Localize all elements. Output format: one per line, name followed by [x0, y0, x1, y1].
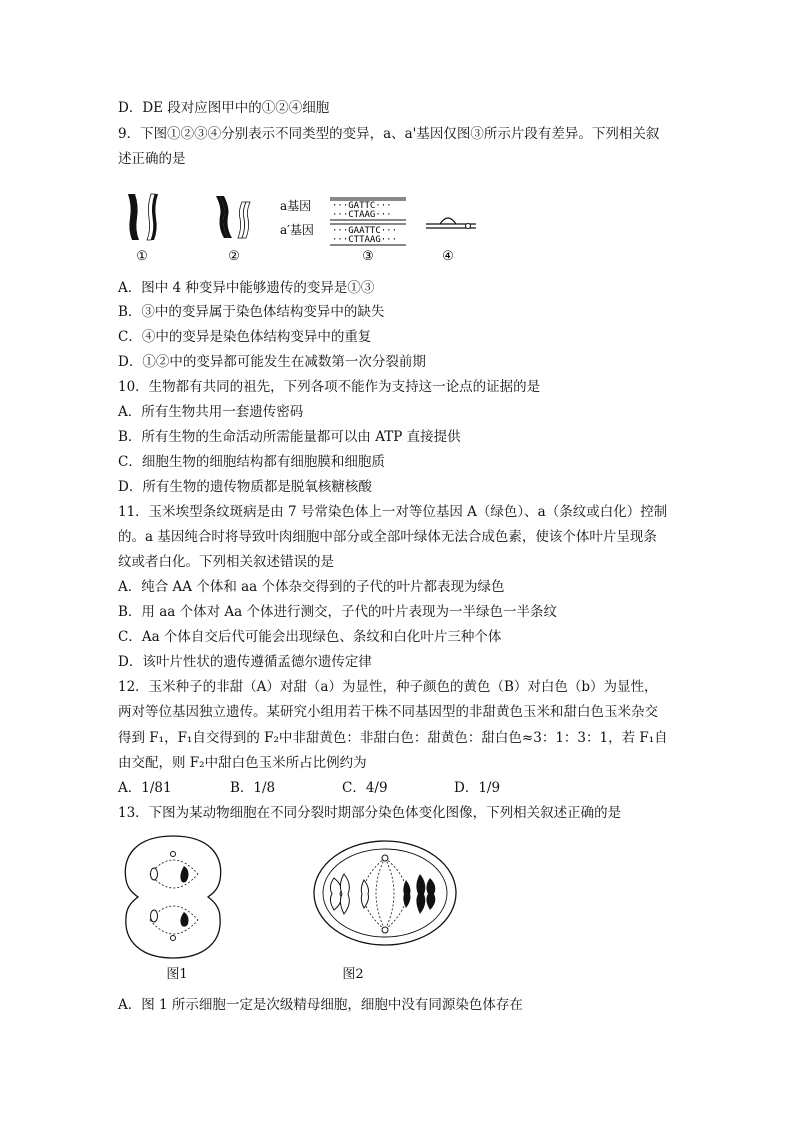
q12-options — [118, 779, 566, 797]
q13-option-a: A．图 1 所示细胞一定是次级精母细胞，细胞中没有同源染色体存在 — [118, 997, 523, 1013]
gene-a-prime-bottom-strand: ···CTTAAG··· — [332, 235, 398, 245]
q12-stem-3: 得到 F₁，F₁自交得到的 F₂中非甜黄色：非甜白色：甜黄色：甜白色≈3：1：3：1，若 F₁自 — [118, 730, 668, 746]
q11-option-c: C．Aa 个体自交后代可能会出现绿色、条纹和白化叶片三种个体 — [118, 629, 502, 645]
q10-option-d: D．所有生物的遗传物质都是脱氧核糖核酸 — [118, 479, 372, 495]
q12-stem-2: 两对等位基因独立遗传。某研究小组用若干株不同基因型的非甜黄色玉米和甜白色玉米杂交 — [118, 704, 658, 720]
q11-stem-1: 11．玉米埃型条纹斑病是由 7 号常染色体上一对等位基因 A（绿色）、a（条纹或白化）控制 — [118, 504, 668, 520]
q8-option-d: D．DE 段对应图甲中的①②④细胞 — [118, 100, 330, 116]
q9-option-b: B．③中的变异属于染色体结构变异中的缺失 — [118, 304, 385, 320]
fig9-label-2: ② — [228, 249, 240, 264]
gene-a-prime-top-strand: ···GAATTC··· — [332, 226, 398, 236]
q10-option-b: B．所有生物的生命活动所需能量都可以由 ATP 直接提供 — [118, 429, 461, 445]
q11-stem-2: 的。a 基因纯合时将导致叶肉细胞中部分或全部叶绿体无法合成色素，使该个体叶片呈现条 — [118, 529, 657, 545]
chromosome-pair-2 — [216, 196, 250, 238]
q13-figure-2 — [312, 838, 458, 948]
gene-a-bottom-strand: ···CTAAG··· — [332, 210, 392, 220]
q9-variation-figure — [118, 188, 498, 266]
q12-stem-1: 12．玉米种子的非甜（A）对甜（a）为显性，种子颜色的黄色（B）对白色（b）为显性， — [118, 679, 658, 695]
gene-a-label: a基因 — [280, 199, 312, 213]
q13-stem: 13．下图为某动物细胞在不同分裂时期部分染色体变化图像，下列相关叙述正确的是 — [118, 805, 622, 821]
q12-option-a: A．1/81 — [118, 780, 172, 796]
q12-option-c: C．4/9 — [342, 780, 388, 796]
q12-option-d: D．1/9 — [454, 780, 501, 796]
q9-stem-1: 9．下图①②③④分别表示不同类型的变异，a、a'基因仅图③所示片段有差异。下列相关叙 — [118, 126, 660, 142]
q9-stem-2: 述正确的是 — [118, 151, 186, 167]
gene-a-top-strand: ···GATTC··· — [332, 201, 392, 211]
q12-stem-4: 由交配，则 F₂中甜白色玉米所占比例约为 — [118, 755, 367, 771]
q11-option-b: B．用 aa 个体对 Aa 个体进行测交，子代的叶片表现为一半绿色一半条纹 — [118, 604, 557, 620]
q10-option-c: C．细胞生物的细胞结构都有细胞膜和细胞质 — [118, 454, 385, 470]
q9-option-d: D．①②中的变异都可能发生在减数第一次分裂前期 — [118, 354, 426, 370]
q13-figure-1 — [118, 832, 228, 962]
q10-option-a: A．所有生物共用一套遗传密码 — [118, 404, 304, 420]
q10-stem: 10．生物都有共同的祖先，下列各项不能作为支持这一论点的证据的是 — [118, 379, 541, 395]
fig9-label-4: ④ — [442, 249, 454, 264]
q13-figure-1-caption: 图1 — [166, 967, 188, 982]
q11-option-a: A．纯合 AA 个体和 aa 个体杂交得到的子代的叶片都表现为绿色 — [118, 579, 505, 595]
fig9-label-1: ① — [136, 249, 148, 264]
q9-option-a: A．图中 4 种变异中能够遗传的变异是①③ — [118, 280, 375, 296]
chromosome-loop — [426, 218, 476, 229]
q12-option-b: B．1/8 — [230, 780, 276, 796]
chromosome-pair-1 — [128, 194, 158, 240]
fig9-label-3: ③ — [362, 249, 374, 264]
q11-option-d: D．该叶片性状的遗传遵循孟德尔遗传定律 — [118, 654, 372, 670]
q13-figure-2-caption: 图2 — [342, 967, 364, 982]
q11-stem-3: 纹或者白化。下列相关叙述错误的是 — [118, 554, 334, 570]
q9-option-c: C．④中的变异是染色体结构变异中的重复 — [118, 329, 372, 345]
gene-a-prime-label: a′基因 — [280, 223, 314, 237]
